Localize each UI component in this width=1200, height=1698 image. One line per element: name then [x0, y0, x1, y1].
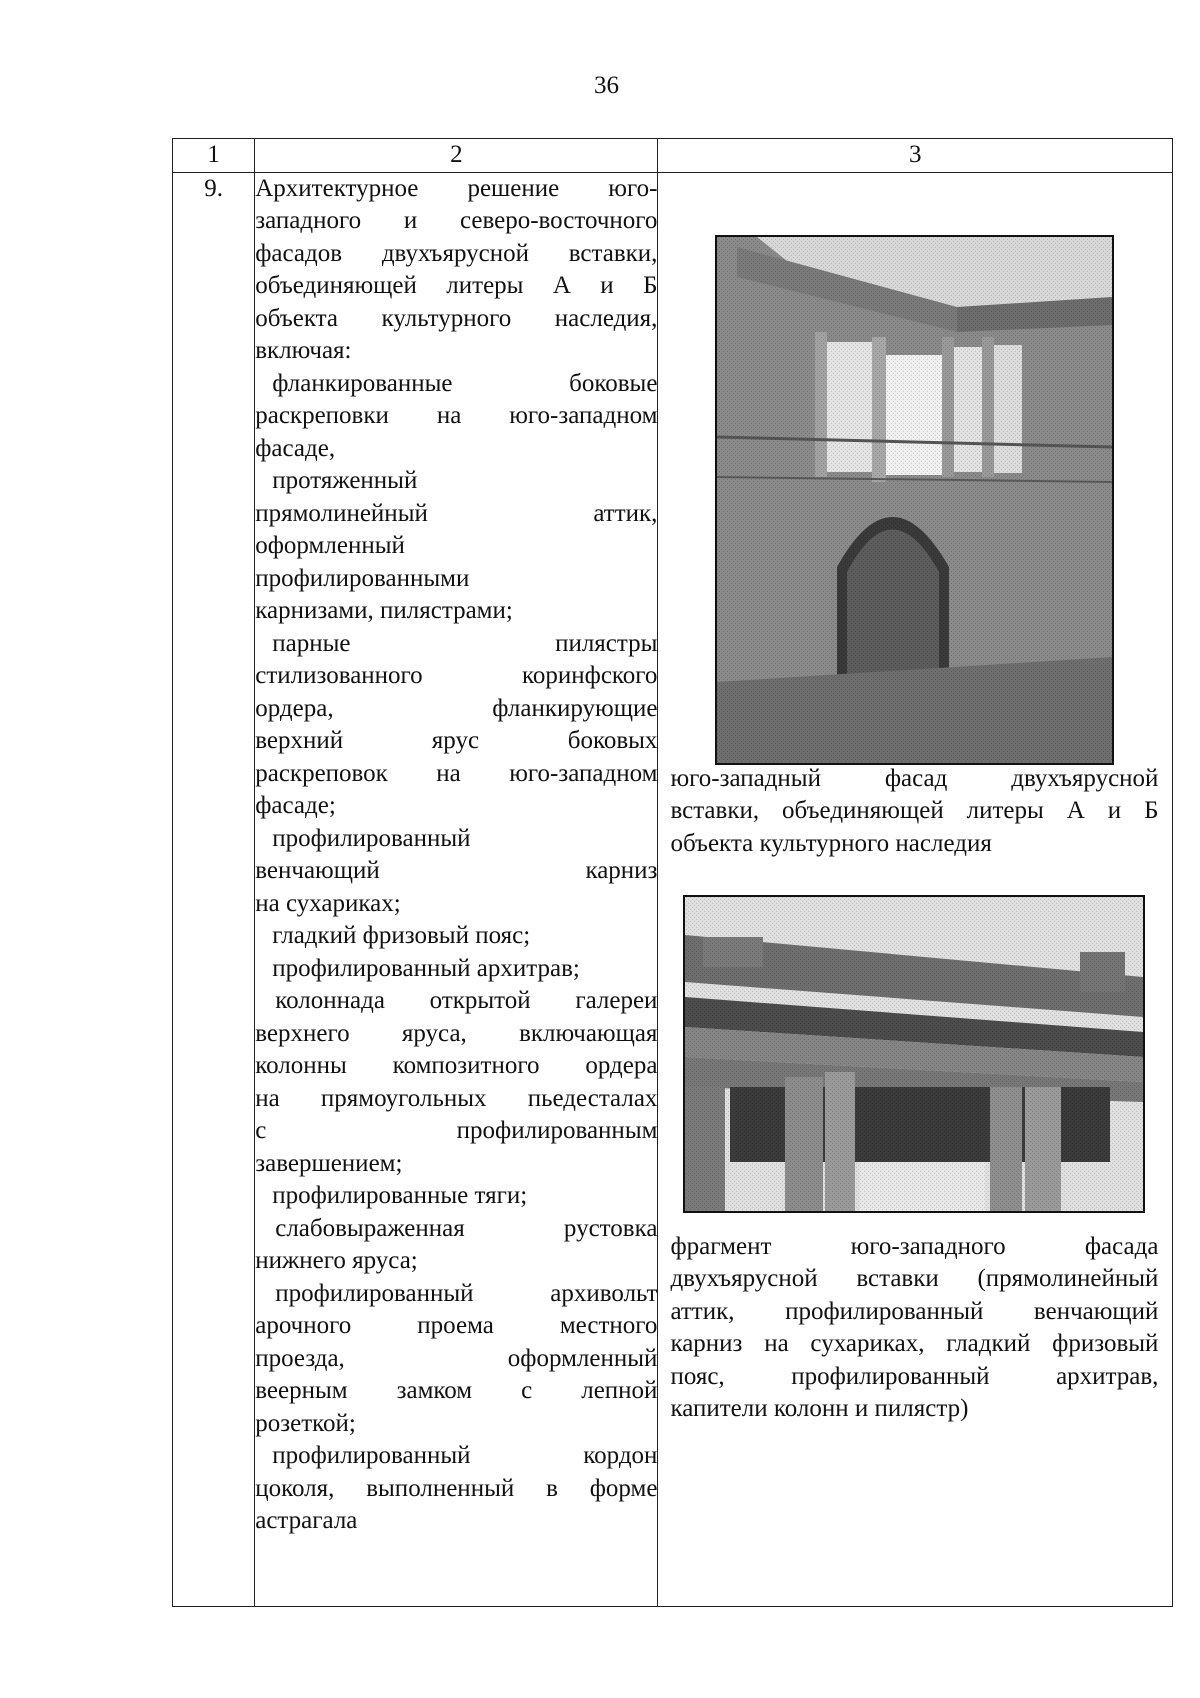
caption-1-line: объекта культурного наследия: [670, 829, 992, 857]
description-line: венчающий карниз: [255, 857, 658, 884]
heritage-table: [172, 138, 1173, 1607]
illustration-cell: [658, 172, 1173, 1606]
description-line: раскреповки на юго-западном: [255, 402, 658, 429]
description-line: проезда, оформленный: [255, 1344, 658, 1372]
header-col-1: 1: [173, 139, 255, 173]
description-line: фасадов двухъярусной вставки,: [255, 239, 658, 267]
description-line: фасаде;: [255, 792, 336, 819]
description-line: нижнего яруса;: [255, 1247, 418, 1274]
facade-photo-1: [715, 235, 1114, 765]
description-line: верхнего яруса, включающая: [255, 1019, 658, 1047]
description-line: фланкированные боковые: [272, 369, 658, 397]
description-line: профилированные тяги;: [272, 1182, 528, 1209]
caption-2-line: двухъярусной вставки (прямолинейный: [670, 1265, 1159, 1292]
description-line: карнизами, пилястрами;: [255, 597, 513, 624]
description-line: гладкий фризовый пояс;: [272, 922, 531, 949]
description-line: западного и северо-восточного: [255, 207, 658, 234]
description-line: арочного проема местного: [255, 1312, 658, 1339]
description-cell: [255, 172, 658, 1606]
description-line: веерным замком с лепной: [255, 1377, 658, 1404]
header-col-3: 3: [658, 139, 1173, 173]
caption-2-line: аттик, профилированный венчающий: [670, 1297, 1159, 1325]
caption-2: [670, 1231, 1158, 1426]
description-line: включая:: [255, 337, 352, 364]
description-line: фасаде,: [255, 434, 336, 462]
description-line: на прямоугольных пьедесталах: [255, 1084, 658, 1112]
caption-1: [670, 763, 1158, 861]
description-line: стилизованного коринфского: [255, 662, 658, 689]
description-line: раскреповок на юго-западном: [255, 759, 658, 787]
description-line: протяженный: [272, 467, 418, 494]
table-row: [173, 172, 1173, 1606]
description-line: розеткой;: [255, 1409, 356, 1437]
header-col-2: 2: [255, 139, 658, 173]
description-line: верхний ярус боковых: [255, 727, 658, 754]
description-line: цоколя, выполненный в форме: [255, 1474, 658, 1502]
facade-photo-2-image: [685, 897, 1143, 1211]
description-line: профилированный архивольт: [275, 1279, 658, 1307]
caption-2-line: капители колонн и пилястр): [670, 1395, 969, 1422]
description-line: профилированный архитрав;: [272, 954, 580, 982]
table-header-row: [173, 139, 1173, 173]
description-line: с профилированным: [255, 1117, 658, 1144]
caption-1-line: вставки, объединяющей литеры А и Б: [670, 797, 1159, 824]
description-line: на сухариках;: [255, 889, 401, 917]
description-line: профилированный кордон: [272, 1442, 658, 1469]
description-line: парные пилястры: [272, 629, 658, 657]
description-line: завершением;: [255, 1149, 403, 1177]
caption-2-line: карниз на сухариках, гладкий фризовый: [670, 1330, 1159, 1357]
row-number: 9.: [173, 172, 255, 1606]
description-line: слабовыраженная рустовка: [275, 1214, 658, 1242]
page-number: 36: [594, 72, 619, 99]
description-line: Архитектурное решение юго-: [255, 174, 658, 202]
description-line: ордера, фланкирующие: [255, 694, 658, 722]
caption-1-line: юго-западный фасад двухъярусной: [670, 764, 1159, 792]
description-line: профилированными: [255, 564, 470, 592]
description-line: колонны композитного ордера: [255, 1052, 658, 1079]
description-line: колоннада открытой галереи: [275, 987, 658, 1014]
description-line: астрагала: [255, 1507, 358, 1534]
description-line: объекта культурного наследия,: [255, 304, 658, 332]
caption-2-line: фрагмент юго-западного фасада: [670, 1232, 1159, 1260]
caption-2-line: пояс, профилированный архитрав,: [670, 1362, 1159, 1390]
description-line: профилированный: [272, 824, 471, 852]
description-line: объединяющей литеры А и Б: [255, 272, 658, 299]
description-line: оформленный: [255, 532, 405, 559]
description-line: прямолинейный аттик,: [255, 499, 658, 527]
facade-photo-1-image: [717, 237, 1112, 763]
facade-photo-2: [683, 895, 1145, 1213]
